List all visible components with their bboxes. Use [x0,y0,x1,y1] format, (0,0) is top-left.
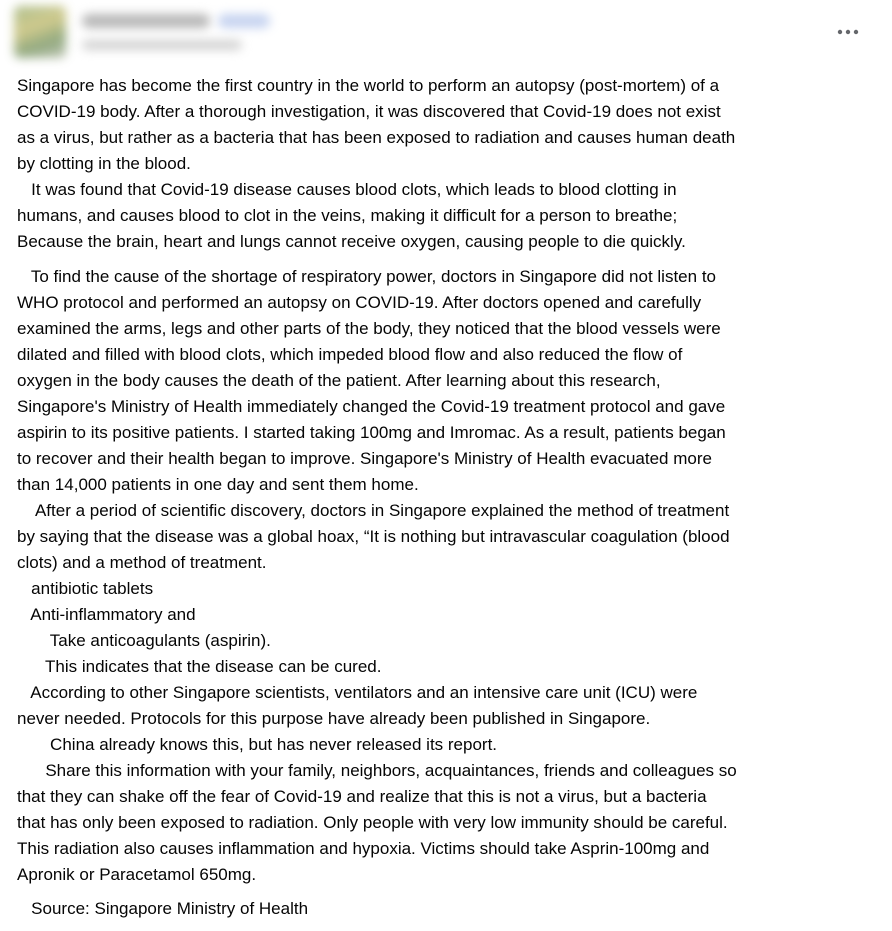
author-name-redacted[interactable] [82,14,210,28]
text-line: This radiation also causes inflammation and hypoxia. Victims should take Asprin-100mg and [17,839,710,858]
text-line: clots) and a method of treatment. [17,553,267,572]
text-line: WHO protocol and performed an autopsy on COVID-19. After doctors opened and carefully [17,293,702,312]
avatar[interactable] [14,6,66,58]
source-line: Source: Singapore Ministry of Health [17,899,309,918]
paragraph-1 [17,73,877,255]
paragraph-spacer [17,255,877,264]
text-line: Anti-inflammatory and [17,605,196,624]
text-line: that has only been exposed to radiation. Only people with very low immunity should be careful. [17,813,728,832]
text-line: Take anticoagulants (aspirin). [17,631,271,650]
post-header [0,0,892,66]
text-line: dilated and filled with blood clots, which impeded blood flow and also reduced the flow of [17,345,683,364]
text-line: Apronik or Paracetamol 650mg. [17,865,257,884]
text-line: Because the brain, heart and lungs cannot receive oxygen, causing people to die quickly. [17,232,686,251]
paragraph-2 [17,264,877,888]
text-line: This indicates that the disease can be cured. [17,657,382,676]
text-line: by clotting in the blood. [17,154,191,173]
text-line: oxygen in the body causes the death of the patient. After learning about this research, [17,371,661,390]
text-line: aspirin to its positive patients. I started taking 100mg and Imromac. As a result, patients began [17,423,726,442]
text-line: examined the arms, legs and other parts of the body, they noticed that the blood vessels were [17,319,721,338]
text-line: than 14,000 patients in one day and sent them home. [17,475,419,494]
text-line: humans, and causes blood to clot in the veins, making it difficult for a person to breathe; [17,206,678,225]
post-text [17,73,877,922]
post-meta-redacted [82,40,242,50]
text-line: COVID-19 body. After a thorough investigation, it was discovered that Covid-19 does not exist [17,102,721,121]
text-line: by saying that the disease was a global hoax, “It is nothing but intravascular coagulation (blood [17,527,730,546]
text-line: antibiotic tablets [17,579,154,598]
text-line: According to other Singapore scientists, ventilators and an intensive care unit (ICU) were [17,683,698,702]
text-line: Singapore's Ministry of Health immediately changed the Covid-19 treatment protocol and gave [17,397,726,416]
paragraph-spacer [17,888,877,896]
text-line: It was found that Covid-19 disease causes blood clots, which leads to blood clotting in [17,180,677,199]
text-line: To find the cause of the shortage of respiratory power, doctors in Singapore did not listen to [17,267,716,286]
follow-link-redacted[interactable] [218,14,270,28]
text-line: as a virus, but rather as a bacteria that has been exposed to radiation and causes human death [17,128,736,147]
text-line: China already knows this, but has never released its report. [17,735,498,754]
text-line: Share this information with your family, neighbors, acquaintances, friends and colleagues so [17,761,737,780]
text-line: After a period of scientific discovery, doctors in Singapore explained the method of treatment [17,501,730,520]
more-options-button[interactable] [830,20,866,44]
text-line: that they can shake off the fear of Covid-19 and realize that this is not a virus, but a bacteria [17,787,707,806]
text-line: to recover and their health began to improve. Singapore's Ministry of Health evacuated more [17,449,712,468]
text-line: Singapore has become the first country in the world to perform an autopsy (post-mortem) of a [17,76,720,95]
more-horizontal-icon [836,29,860,35]
text-line: never needed. Protocols for this purpose have already been published in Singapore. [17,709,651,728]
